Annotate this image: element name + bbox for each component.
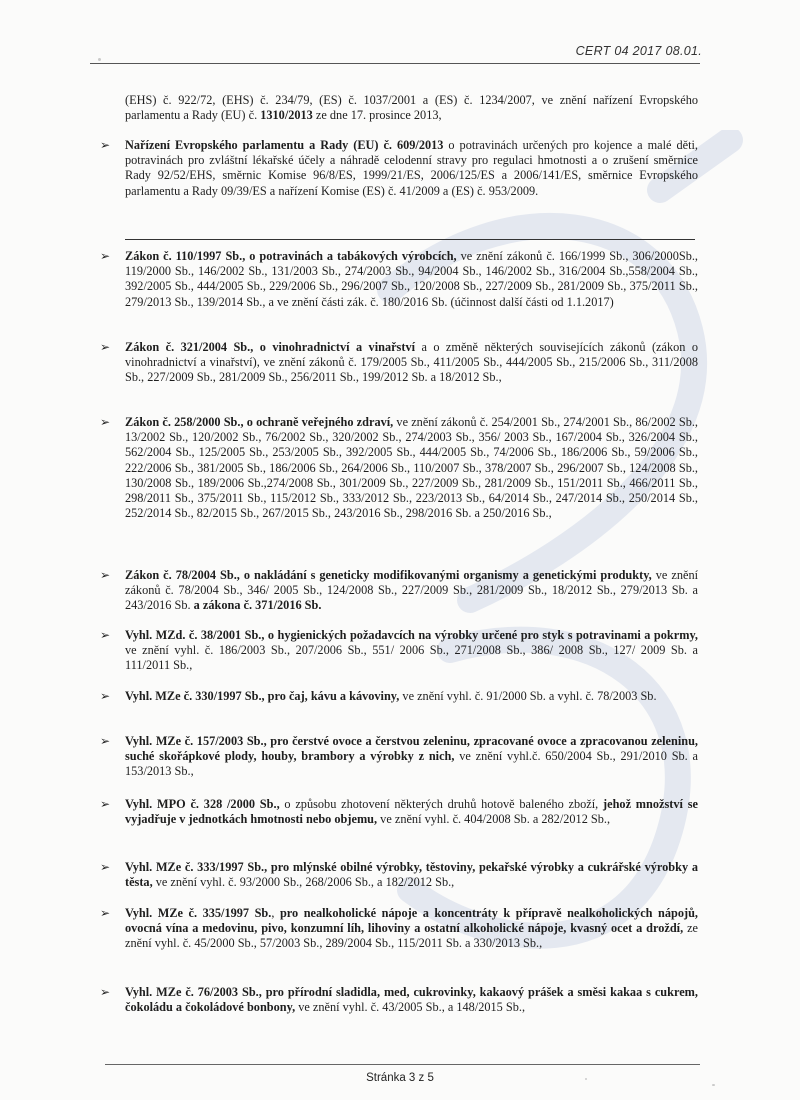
- item-title: Zákon č. 321/2004 Sb., o vinohradnictví a vinařství: [125, 340, 416, 354]
- continuation-paragraph: [100, 93, 698, 123]
- item-title: Zákon č. 110/1997 Sb., o potravinách a tabákových výrobcích,: [125, 249, 457, 263]
- list-item: [100, 985, 698, 1015]
- list-item: [100, 734, 698, 780]
- item-separator: ,: [271, 906, 280, 920]
- item-title: Zákon č. 78/2004 Sb., o nakládání s geneticky modifikovanými organismy a genetickými produkty,: [125, 568, 652, 582]
- item-title: Vyhl. MZe č. 76/2003 Sb., pro přírodní sladidla, med, cukrovinky, kakaový prášek a směsi kakaa s cukrem, čokoládu a čokoládové bonbony,: [125, 985, 698, 1015]
- item-title: Nařízení Evropského parlamentu a Rady (EU) č. 609/2013: [125, 138, 444, 152]
- arrow-bullet-icon: ➢: [100, 797, 111, 811]
- continuation-text: (EHS) č. 922/72, (EHS) č. 234/79, (ES) č. 1037/2001 a (ES) č. 1234/2007, ve znění nařízení Evropského parlamentu a Rady (EU) č.: [125, 93, 698, 123]
- list-item: [100, 628, 698, 674]
- item-title: Vyhl. MZe č. 333/1997 Sb., pro mlýnské obilné výrobky, těstoviny, pekařské výrobky a cukrářské výrobky a těsta,: [125, 860, 698, 890]
- footer-divider: [105, 1064, 700, 1065]
- item-text: ve znění vyhl. č. 43/2005 Sb., a 148/2015 Sb.,: [295, 1000, 526, 1015]
- arrow-bullet-icon: ➢: [100, 689, 111, 703]
- item-text: ve znění vyhl. č. 186/2003 Sb., 207/2006 Sb., 551/ 2006 Sb., 271/2008 Sb., 386/ 2008 Sb., 127/ 2009 Sb. a 111/2011 Sb.,: [125, 643, 698, 673]
- list-item: [100, 340, 698, 386]
- item-text: o způsobu zhotovení některých druhů hotově baleného zboží,: [279, 797, 604, 811]
- item-text: ve znění vyhl. č. 91/2000 Sb. a vyhl. č. 78/2003 Sb.: [399, 689, 657, 703]
- item-title: Zákon č. 258/2000 Sb., o ochraně veřejného zdraví,: [125, 415, 394, 429]
- arrow-bullet-icon: ➢: [100, 249, 111, 263]
- item-amendment: ve znění vyhl. č. 404/2008 Sb. a 282/2012 Sb.,: [377, 812, 611, 827]
- item-text: o potravinách určených pro kojence a malé děti, potravinách pro zvláštní lékařské účely a náhradě celodenní stravy pro regulaci hmotnosti a o zrušení směrnice Rady 92/52/EHS, směrnic Komise 96/8/ES, 1999/21/ES, 2006/125/ES a 2006/141/ES, směrnice Evropského parlamentu a Rady 09/39/ES a nařízení Komise (ES) č. 41/2009 a (ES) č. 953/2009.: [125, 138, 698, 198]
- list-item: [100, 906, 698, 952]
- item-title: Vyhl. MZd. č. 38/2001 Sb., o hygienických požadavcích na výrobky určené pro styk s potravinami a pokrmy,: [125, 628, 698, 642]
- header-divider: [90, 63, 700, 64]
- list-item: [100, 415, 698, 521]
- item-title: Vyhl. MPO č. 328 /2000 Sb.,: [125, 797, 280, 811]
- regulation-number: 1310/2013: [260, 108, 313, 123]
- item-text: ve znění zákonů č. 166/1999 Sb., 306/2000Sb., 119/2000 Sb., 146/2002 Sb., 131/2003 Sb., 274/2003 Sb., 94/2004 Sb., 146/2002 Sb., 316/2004 Sb.,558/2004 Sb., 392/2005 Sb., 444/2005 Sb., 229/2006 Sb., 296/2007 Sb., 120/2008 Sb., 227/2009 Sb., 281/2009 Sb., 375/2011 Sb., 279/2013 Sb., 139/2014 Sb., a ve znění části zák. č. 180/2016 Sb. (účinnost další části od 1.1.2017): [125, 249, 698, 309]
- arrow-bullet-icon: ➢: [100, 734, 111, 748]
- arrow-bullet-icon: ➢: [100, 860, 111, 874]
- arrow-bullet-icon: ➢: [100, 628, 111, 642]
- item-text: a o změně některých souvisejících zákonů (zákon o vinohradnictví a vinařství), ve znění zákonů č. 179/2005 Sb., 411/2005 Sb., 444/2005 Sb., 215/2006 Sb., 311/2008 Sb., 227/2009 Sb., 281/2009 Sb., 256/2011 Sb., 199/2012 Sb. a 18/2012 Sb.,: [125, 340, 698, 385]
- arrow-bullet-icon: ➢: [100, 985, 111, 999]
- item-text: ve znění vyhl. č. 93/2000 Sb., 268/2006 Sb., a 182/2012 Sb.,: [152, 875, 455, 890]
- list-item: [100, 138, 698, 199]
- list-item: [100, 568, 698, 614]
- section-divider: [125, 239, 695, 240]
- item-title: Vyhl. MZe č. 335/1997 Sb.: [125, 906, 272, 920]
- item-text: ze znění vyhl. č. 45/2000 Sb., 57/2003 Sb., 289/2004 Sb., 115/2011 Sb. a 330/2013 Sb.,: [125, 921, 698, 951]
- arrow-bullet-icon: ➢: [100, 906, 111, 920]
- item-amendment: a zákona č. 371/2016 Sb.: [193, 598, 322, 613]
- page-number: Stránka 3 z 5: [366, 1072, 434, 1084]
- document-code: CERT 04 2017 08.01.: [575, 44, 702, 58]
- scan-speck: [585, 1078, 587, 1080]
- list-item: [100, 797, 698, 827]
- item-text: ve znění zákonů č. 254/2001 Sb., 274/2001 Sb., 86/2002 Sb., 13/2002 Sb., 120/2002 Sb., 76/2002 Sb., 320/2002 Sb., 274/2003 Sb., 356/ 2003 Sb., 167/2004 Sb., 326/2004 Sb., 562/2004 Sb., 125/2005 Sb., 253/2005 Sb., 392/2005 Sb., 444/2005 Sb., 74/2006 Sb., 186/2006 Sb., 59/2006 Sb., 222/2006 Sb., 381/2005 Sb., 186/2006 Sb., 264/2006 Sb., 110/2007 Sb., 378/2007 Sb., 296/2007 Sb., 124/2008 Sb., 130/2008 Sb., 189/2006 Sb.,274/2008 Sb., 301/2009 Sb., 227/2009 Sb., 281/2009 Sb., 151/2011 Sb., 466/2011 Sb., 298/2011 Sb., 375/2011 Sb., 115/2012 Sb., 333/2012 Sb., 223/2013 Sb., 64/2014 Sb., 247/2014 Sb., 250/2014 Sb., 252/2014 Sb., 82/2015 Sb., 267/2015 Sb., 243/2016 Sb., 298/2016 Sb. a 250/2016 Sb.,: [125, 415, 698, 521]
- item-text: ve znění vyhl.č. 650/2004 Sb., 291/2010 Sb. a 153/2013 Sb.,: [125, 749, 698, 779]
- scan-speck: [98, 58, 101, 61]
- list-item: [100, 689, 698, 704]
- list-item: [100, 860, 698, 890]
- item-subtitle: jehož množství se vyjadřuje v jednotkách hmotnosti nebo objemu,: [125, 797, 698, 827]
- item-title: Vyhl. MZe č. 330/1997 Sb., pro čaj, kávu a kávoviny,: [125, 689, 400, 703]
- item-title: Vyhl. MZe č. 157/2003 Sb., pro čerstvé ovoce a čerstvou zeleninu, zpracované ovoce a zpracovanou zeleninu, suché skořápkové plody, houby, brambory a výrobky z nich,: [125, 734, 698, 764]
- arrow-bullet-icon: ➢: [100, 415, 111, 429]
- scan-speck: [712, 1084, 715, 1086]
- item-text: ve znění zákonů č. 78/2004 Sb., 346/ 2005 Sb., 124/2008 Sb., 227/2009 Sb., 281/2009 Sb., 18/2012 Sb., 279/2013 Sb. a 243/2016 Sb.: [125, 568, 699, 613]
- list-item: [100, 249, 698, 310]
- arrow-bullet-icon: ➢: [100, 568, 111, 582]
- continuation-date: ze dne 17. prosince 2013,: [312, 108, 442, 123]
- arrow-bullet-icon: ➢: [100, 340, 111, 354]
- arrow-bullet-icon: ➢: [100, 138, 111, 152]
- item-subtitle: pro nealkoholické nápoje a koncentráty k přípravě nealkoholických nápojů, ovocná vína a medovinu, pivo, konzumní líh, lihoviny a ostatní alkoholické nápoje, kvasný ocet a droždí,: [125, 906, 698, 936]
